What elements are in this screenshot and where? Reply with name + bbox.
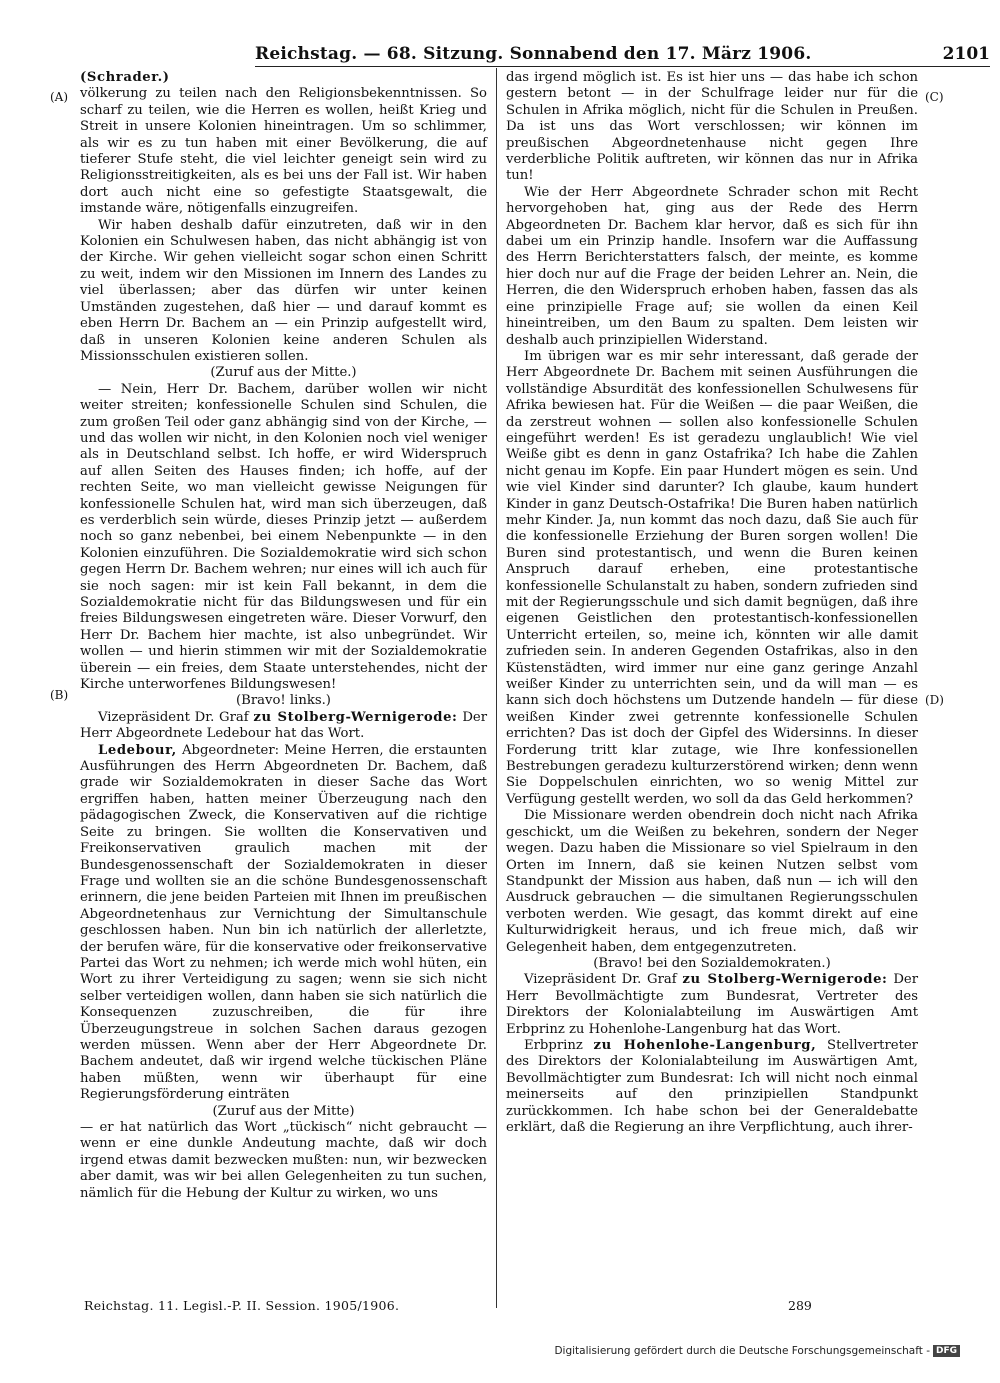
header-rule (255, 66, 990, 67)
digitization-credit (554, 1345, 960, 1357)
vice-president-remark (80, 710, 487, 743)
left-column (80, 70, 487, 1202)
speaker-title: Erbprinz (524, 1037, 583, 1053)
page-number: 2101 (942, 44, 990, 64)
speaker-tag: (Schrader.) (80, 70, 170, 85)
remark-text: Der Herr Bevollmächtigte zum Bundesrat, Vertreter des Direktors der Kolonialabteilung im Auswärtigen Amt Erbprinz zu Hohenlohe-Langenburg hat das Wort. (506, 972, 918, 1037)
speaker-name: zu Hohenlohe-Langenburg, (593, 1037, 817, 1053)
speaker-name: zu Stolberg-Wernigerode: (682, 972, 888, 988)
speaker-title: Vizepräsident Dr. Graf (524, 972, 677, 988)
margin-marker-a: (A) (50, 90, 69, 104)
paragraph: Im übrigen war es mir sehr interessant, daß gerade der Herr Abgeordnete Dr. Bachem mit seinen Ausführungen die vollständige Absurdität des konfessionellen Schulwesens für Afrika bewiesen hat. Für die Weißen — die paar Weißen, die da zerstreut wohnen — sollen also konfessionelle Schulen eingeführt werden! Es ist geradezu unglaublich! Wie viel Weiße gibt es denn in ganz Ostafrika? Ich habe die Zahlen nicht genau im Kopfe. Ein paar Hundert mögen es sein. Und wie viel Kinder sind darunter? Ich glaube, kaum hundert Kinder in ganz Deutsch-Ostafrika! Die Buren haben natürlich mehr Kinder. Ja, nun kommt das noch dazu, daß Sie auch für die konfessionelle Erziehung der Buren sorgen wollen! Die Buren sind protestantisch, und wenn die Buren keinen Anspruch darauf erheben, eine protestantische konfessionelle Schulanstalt zu haben, sondern zufrieden sind mit der Regierungsschule und sich damit begnügen, daß ihre eigenen Geistlichen den protestantisch-konfessionellen Unterricht erteilen, so, meine ich, könnten wir alle damit zufrieden sein. In anderen Gegenden Ostafrikas, also in den Küstenstädten, wird immer nur eine ganz geringe Anzahl weißer Kinder zu unterrichten sein, und da will man — es kann sich doch höchstens um Dutzende handeln — für diese weißen Kinder zwei getrennte konfessionelle Schulen errichten? Das ist doch der Gipfel des Widersinns. In dieser Forderung tritt klar zutage, wie Ihre konfessionellen Bestrebungen geradezu kulturzerstörend wirken; denn wenn Sie Doppelschulen einrichten, wo so wenig Mittel zur Verfügung gestellt werden, wo soll da das Geld herkommen? (506, 348, 918, 807)
dfg-logo: DFG (933, 1345, 960, 1357)
speaker-name: zu Stolberg-Wernigerode: (253, 709, 458, 725)
speaker-name: Ledebour, (98, 742, 177, 758)
paragraph: Wir haben deshalb dafür einzutreten, daß wir in den Kolonien ein Schulwesen haben, das nicht abhängig ist von der Kirche. Wir gehen vielleicht sogar schon einen Schritt zu weit, indem wir den Missionen im Innern des Landes zu viel überlassen; aber das dürfen wir unter keinen Umständen zugestehen, daß hier — und darauf kommt es eben Herrn Dr. Bachem an — ein Prinzip aufgestellt wird, daß in unseren Kolonien keine anderen Schulen als Missionsschulen existieren sollen. (80, 217, 487, 364)
remark-text: Der Herr Abgeordnete Ledebour hat das Wort. (80, 709, 487, 742)
speech-text: Abgeordneter: Meine Herren, die erstaunten Ausführungen des Herrn Abgeordneten Dr. Bachem, daß grade wir Sozialdemokraten in dieser Sache das Wort ergriffen haben, hatten meiner Überzeugung nach den pädagogischen Zweck, die Konservativen auf die richtige Seite zu bringen. Sie wollten die Konservativen und Freikonservativen graulich machen mit der Bundesgenossenschaft der Sozialdemokraten in dieser Frage und wollten sie an die schöne Bundesgenossenschaft erinnern, die jene beiden Parteien mit Ihnen im preußischen Abgeordnetenhaus zur Vernichtung der Simultanschule geschlossen haben. Nun bin ich natürlich der allerletzte, der berufen wäre, für die konservative oder freikonservative Partei das Wort zu nehmen; ich werde mich wohl hüten, ein Wort zu ihrer Verteidigung zu sagen; wenn sie sich nicht selber verteidigen wollen, dann haben sie sich natürlich die Konsequenzen zuzuschreiben, die für ihre Überzeugungstreue in solchen Sachen daraus gezogen werden müssen. Wenn aber der Herr Abgeordnete Dr. Bachem andeutet, daß wir irgend welche tückischen Pläne haben müßten, wenn wir überhaupt für eine Regierungsförderung einträten (80, 742, 487, 1103)
paragraph: — er hat natürlich das Wort „tückisch“ nicht gebraucht — wenn er eine dunkle Andeutung machte, daß wir doch irgend etwas damit bezwecken mußten: nun, wir bezwecken aber damit, was wir bei allen Gelegenheiten zu tun suchen, nämlich für die Hebung der Kultur zu wirken, wo uns (80, 1120, 487, 1201)
paragraph: das irgend möglich ist. Es ist hier uns — das habe ich schon gestern betont — in der Schulfrage leider nur für die Schulen in Afrika möglich, nicht für die Schulen in Preußen. Da ist uns das Wort verschlossen; wir können im preußischen Abgeordnetenhause nicht gegen Ihre verderbliche Politik auftreten, wir können das nur in Afrika tun! (506, 70, 918, 184)
margin-marker-d: (D) (925, 693, 944, 707)
page-header (255, 44, 990, 66)
paragraph: völkerung zu teilen nach den Religionsbekenntnissen. So scharf zu teilen, wie die Herren es wollen, heißt Krieg und Streit in unsere Kolonien hineintragen. Um so schlimmer, als wir es zu tun haben mit einer Bevölkerung, die auf tieferer Stufe steht, die viel leichter geneigt sein wird zu Religionsstreitigkeiten, als es bei uns der Fall ist. Wir haben dort auch nicht eine so gefestigte Staatsgewalt, die imstande wäre, nötigenfalls einzugreifen. (80, 86, 487, 217)
right-column (506, 70, 918, 1136)
speaker-title: Vizepräsident Dr. Graf (98, 709, 249, 725)
applause-note: (Bravo! links.) (236, 693, 331, 709)
vice-president-remark (506, 972, 918, 1038)
speech-hohenlohe (506, 1038, 918, 1136)
footer-session: Reichstag. 11. Legisl.-P. II. Session. 1905/1906. (84, 1298, 400, 1313)
footer-page-number: 289 (788, 1298, 812, 1313)
speech-ledebour (80, 743, 487, 1104)
interjection: (Zuruf aus der Mitte.) (210, 365, 357, 381)
header-title: Reichstag. — 68. Sitzung. Sonnabend den 17. März 1906. (255, 44, 812, 64)
paragraph: Die Missionare werden obendrein doch nicht nach Afrika geschickt, um die Weißen zu bekehren, sondern der Neger wegen. Dazu haben die Missionare so viel Spielraum in den Orten im Innern, daß sie keinen Nutzen selbst vom Standpunkt der Mission aus haben, daß nun — ich will den Ausdruck gebrauchen — die simultanen Regierungsschulen verboten werden. Wie gesagt, das kommt direkt auf eine Kulturwidrigkeit heraus, und ich freue mich, daß wir Gelegenheit haben, dem entgegenzutreten. (506, 808, 918, 955)
applause-note: (Bravo! bei den Sozialdemokraten.) (593, 955, 831, 971)
column-divider (496, 68, 497, 1308)
margin-marker-b: (B) (50, 688, 69, 702)
paragraph: — Nein, Herr Dr. Bachem, darüber wollen wir nicht weiter streiten; konfessionelle Schulen sind Schulen, die zum großen Teil oder ganz abhängig sind von der Kirche, — und das wollen wir nicht, in den Kolonien noch viel weniger als in Deutschland selbst. Ich hoffe, er wird Widerspruch auf allen Seiten des Hauses finden; ich hoffe, auf der rechten Seite, wo man vielleicht gewisse Neigungen für konfessionelle Schulen hat, wird man sich überzeugen, daß es verderblich sein würde, dieses Prinzip jetzt — außerdem noch so ganz nebenbei, bei einem Nebenpunkte — in den Kolonien einzuführen. Die Sozialdemokratie wird sich schon gegen Herrn Dr. Bachem wehren; nur eines will ich auch für sie noch sagen: mir ist kein Fall bekannt, in dem die Sozialdemokratie nicht für das Bildungswesen und für ein freies Bildungswesen eingetreten wäre. Dieser Vorwurf, den Herr Dr. Bachem hier machte, ist also unbegründet. Wir wollen — und hierin stimmen wir mit der Sozialdemokratie überein — ein freies, dem Staate unterstehendes, nicht der Kirche unterworfenes Bildungswesen! (80, 381, 487, 693)
interjection: (Zuruf aus der Mitte) (212, 1103, 355, 1119)
margin-marker-c: (C) (925, 90, 944, 104)
credit-text: Digitalisierung gefördert durch die Deutsche Forschungsgemeinschaft - (554, 1345, 930, 1357)
speech-text: Stellvertreter des Direktors der Kolonialabteilung im Auswärtigen Amt, Bevollmächtigter zum Bundesrat: Ich will nicht noch einmal meinerseits auf den prinzipiellen Standpunkt zurückkommen. Ich habe schon bei der Generaldebatte erklärt, daß die Regierung an ihre Verpflichtung, auch ihrer- (506, 1037, 918, 1135)
paragraph: Wie der Herr Abgeordnete Schrader schon mit Recht hervorgehoben hat, ging aus der Rede des Herrn Abgeordneten Dr. Bachem klar hervor, daß es sich für ihn dabei um ein Prinzip handle. Insofern war die Auffassung des Herrn Berichterstatters falsch, der meinte, es komme hier doch nur auf die Frage der beiden Lehrer an. Nein, die Herren, die den Widerspruch erhoben haben, fassen das als eine prinzipielle Frage auf; sie wollen da einen Keil hineintreiben, um den Baum zu spalten. Dem leisten wir deshalb auch prinzipiellen Widerstand. (506, 184, 918, 348)
